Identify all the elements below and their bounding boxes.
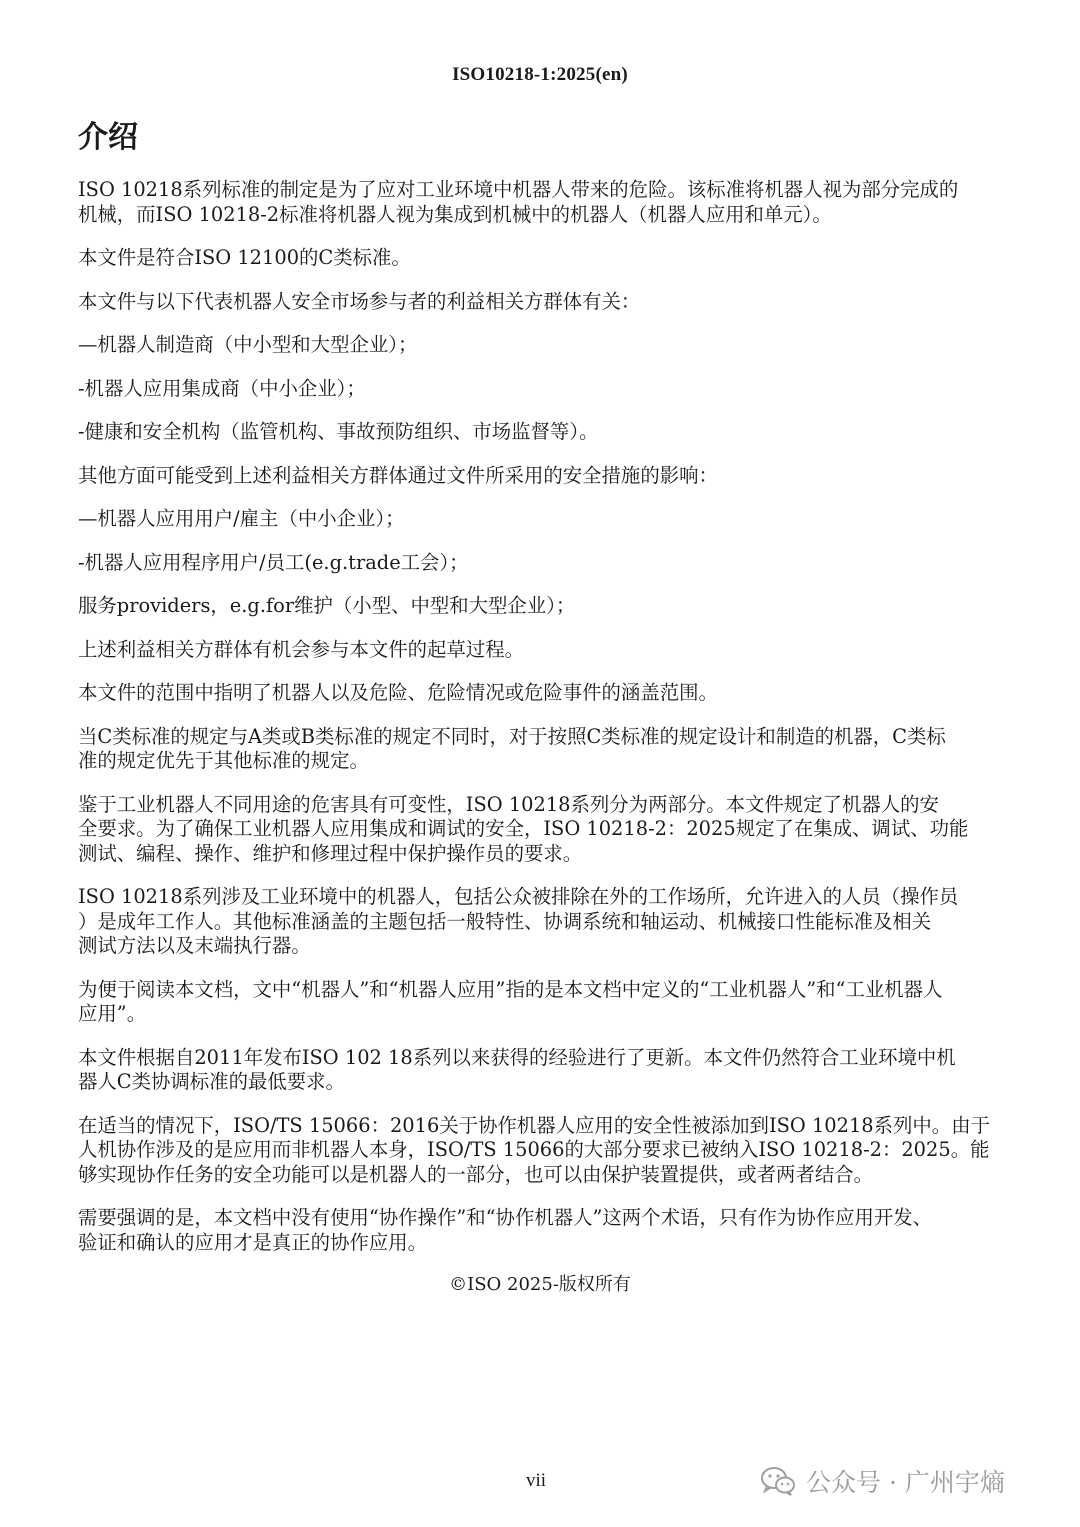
list-item-workers: -机器人应用程序用户/员工(e.g.trade工会）； xyxy=(78,550,469,574)
list-item-service-providers: 服务providers，e.g.for维护（小型、中型和大型企业）； xyxy=(78,594,576,617)
document-body xyxy=(78,178,1002,1274)
watermark xyxy=(760,1463,1005,1499)
paragraph-others-affected: 其他方面可能受到上述利益相关方群体通过文件所采用的安全措施的影响： xyxy=(78,463,718,487)
paragraph-update: 本文件根据自2011年发布ISO 102 18系列以来获得的经验进行了更新。本文件仍然符合工业环境中机 器人C类协调标准的最低要求。 xyxy=(78,1045,956,1093)
paragraph-collaborative: 在适当的情况下，ISO/TS 15066：2016关于协作机器人应用的安全性被添加到ISO 10218系列中。由于 人机协作涉及的是应用而非机器人本身，ISO/TS 15066的大部分要求已被纳入ISO 10218-2：2025。能 够实现协作任务的安全功能可以是机器人的一部分，也可以由保护装置提供，或者两者结合。 xyxy=(78,1113,990,1186)
copyright-notice: ©ISO 2025-版权所有 xyxy=(449,1274,631,1295)
page-number: vii xyxy=(526,1470,547,1491)
paragraph-terminology: 为便于阅读本文档，文中“机器人”和“机器人应用”指的是本文档中定义的“工业机器人”和“工业机器人 应用”。 xyxy=(78,977,943,1025)
paragraph-c-precedence: 当C类标准的规定与A类或B类标准的规定不同时，对于按照C类标准的规定设计和制造的机器，C类标 准的规定优先于其他标准的规定。 xyxy=(78,724,946,772)
list-item-users-employers: —机器人应用用户/雇主（中小企业）； xyxy=(78,507,405,530)
paragraph-drafting: 上述利益相关方群体有机会参与本文件的起草过程。 xyxy=(78,637,524,661)
paragraph-emphasis: 需要强调的是，本文档中没有使用“协作操作”和“协作机器人”这两个术语，只有作为协作应用开发、 验证和确认的应用才是真正的协作应用。 xyxy=(78,1206,933,1254)
document-id-header: ISO10218-1:2025(en) xyxy=(452,64,628,85)
section-title: 介绍 xyxy=(78,120,138,155)
list-item-health-bodies: -健康和安全机构（监管机构、事故预防组织、市场监督等）。 xyxy=(78,420,599,443)
wechat-icon xyxy=(760,1465,796,1497)
paragraph-stakeholders: 本文件与以下代表机器人安全市场参与者的利益相关方群体有关： xyxy=(78,289,641,313)
list-item-integrators: -机器人应用集成商（中小企业）； xyxy=(78,376,366,400)
paragraph-two-parts: 鉴于工业机器人不同用途的危害具有可变性，ISO 10218系列分为两部分。本文件规定了机器人的安 全要求。为了确保工业机器人应用集成和调试的安全，ISO 10218-2：2025规定了在集成、调试、功能 测试、编程、操作、维护和修理过程中保护操作员的要求。 xyxy=(78,792,969,865)
list-item-manufacturers: —机器人制造商（中小型和大型企业）； xyxy=(78,333,418,356)
paragraph-intro: ISO 10218系列标准的制定是为了应对工业环境中机器人带来的危险。该标准将机器人视为部分完成的 机械，而ISO 10218-2标准将机器人视为集成到机械中的机器人（机器人应用和单元）。 xyxy=(78,178,959,226)
paragraph-c-type: 本文件是符合ISO 12100的C类标准。 xyxy=(78,246,411,269)
watermark-text: 公众号 · 广州宇熵 xyxy=(806,1468,1005,1497)
paragraph-industrial-env: ISO 10218系列涉及工业环境中的机器人，包括公众被排除在外的工作场所，允许进入的人员（操作员 ）是成年工作人。其他标准涵盖的主题包括一般特性、协调系统和轴运动、机械接口性能标准及相关 测试方法以及末端执行器。 xyxy=(78,885,959,957)
paragraph-scope: 本文件的范围中指明了机器人以及危险、危险情况或危险事件的涵盖范围。 xyxy=(78,681,718,704)
